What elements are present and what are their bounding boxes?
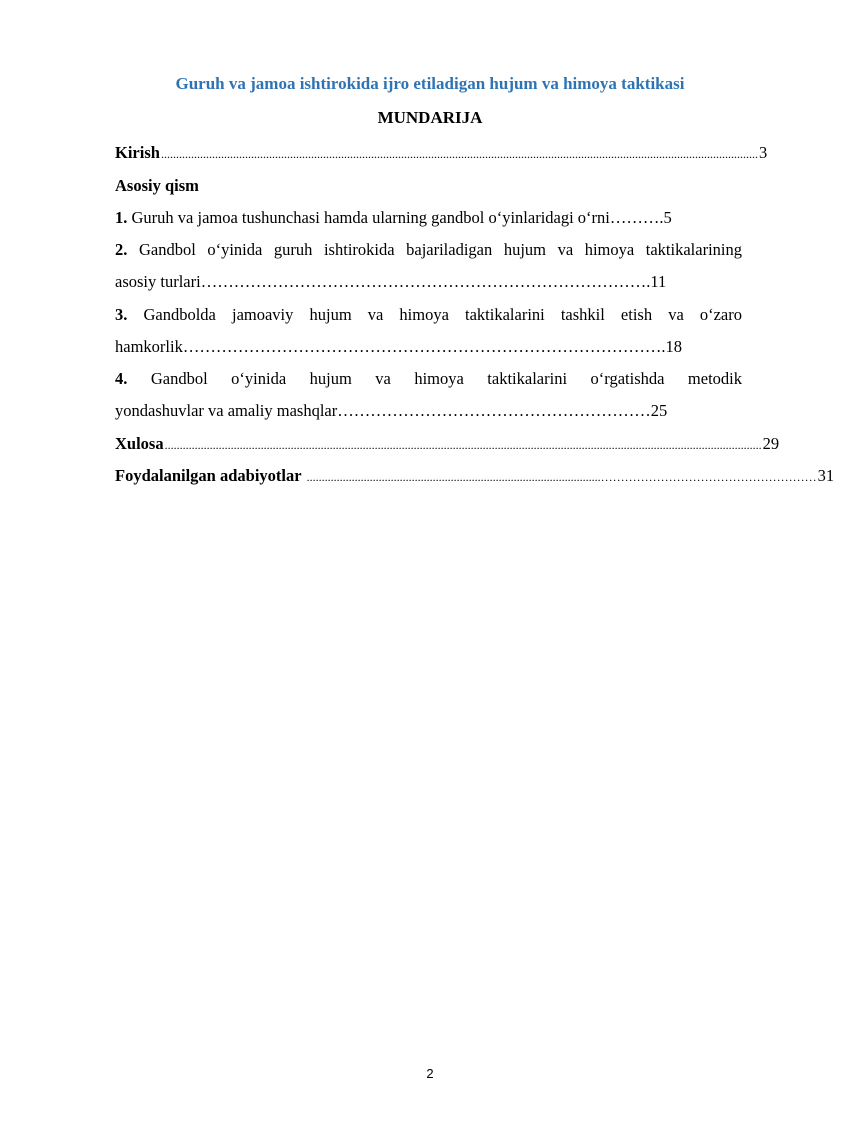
toc-entry-text: Gandbol o‘yinida guruh ishtirokida bajariladigan hujum va himoya taktikalarining — [138, 240, 742, 259]
toc-entry-adabiyotlar[interactable] — [115, 465, 835, 488]
toc-entry-3-line1[interactable] — [115, 304, 742, 326]
toc-entry-4-line2[interactable] — [115, 400, 742, 422]
toc-entry-label: Kirish — [115, 143, 160, 162]
toc-entry-number: 4. — [115, 369, 128, 388]
page-number: 2 — [426, 1066, 434, 1081]
dot-leader: ………………………………………………………………………. — [200, 272, 651, 291]
toc-entry-1[interactable] — [115, 207, 742, 229]
toc-entry-2-line2[interactable] — [115, 271, 742, 293]
toc-entry-text: Guruh va jamoa tushunchasi hamda ularning gandbol o‘yinlaridagi o‘rni — [131, 208, 610, 227]
toc-page-number: 3 — [758, 143, 768, 162]
dot-leader: ....................................................................................................................................................................................................... — [160, 147, 758, 161]
toc-heading: MUNDARIJA — [377, 108, 483, 127]
toc-entry-text: Gandbol o‘yinida hujum va himoya taktikalarini o‘rgatishda metodik — [150, 369, 742, 388]
dot-leader: ..................................................................................................……………………………………………… — [306, 470, 817, 484]
toc-entry-label: Xulosa — [115, 434, 164, 453]
dot-leader: ………. — [609, 208, 664, 227]
toc-entry-4-line1[interactable] — [115, 368, 742, 390]
toc-page-number: 18 — [665, 337, 682, 356]
toc-entry-text: hamkorlik — [115, 337, 183, 356]
toc-section-label: Asosiy qism — [115, 176, 199, 195]
toc-page-number: 31 — [817, 466, 835, 485]
toc-page-number: 25 — [650, 401, 668, 420]
toc-entry-2-line1[interactable] — [115, 239, 742, 261]
toc-entry-number: 1. — [115, 208, 128, 227]
toc-entry-number: 3. — [115, 305, 128, 324]
toc-page-number: 11 — [650, 272, 667, 291]
toc-entry-3-line2[interactable] — [115, 336, 742, 358]
dot-leader: ....................................................................................................................................................................................................... — [164, 438, 762, 452]
toc-entry-text: Gandbolda jamoaviy hujum va himoya taktikalarini tashkil etish va o‘zaro — [143, 305, 743, 324]
toc-entry-text: yondashuvlar va amaliy mashqlar — [115, 401, 338, 420]
toc-entry-text: asosiy turlari — [115, 272, 201, 291]
toc-entry-number: 2. — [115, 240, 128, 259]
toc-page-number: 29 — [762, 434, 780, 453]
toc-entry-kirish[interactable] — [115, 142, 768, 165]
toc-section-asosiy-qism — [115, 175, 742, 197]
dot-leader: ………………………………………………… — [337, 401, 651, 420]
toc-entry-label: Foydalanilgan adabiyotlar — [115, 466, 302, 485]
toc-page-number: 5 — [663, 208, 672, 227]
toc-entry-xulosa[interactable] — [115, 433, 780, 456]
document-title: Guruh va jamoa ishtirokida ijro etiladigan hujum va himoya taktikasi — [175, 74, 685, 93]
dot-leader: ……………………………………………………………………………. — [182, 337, 666, 356]
